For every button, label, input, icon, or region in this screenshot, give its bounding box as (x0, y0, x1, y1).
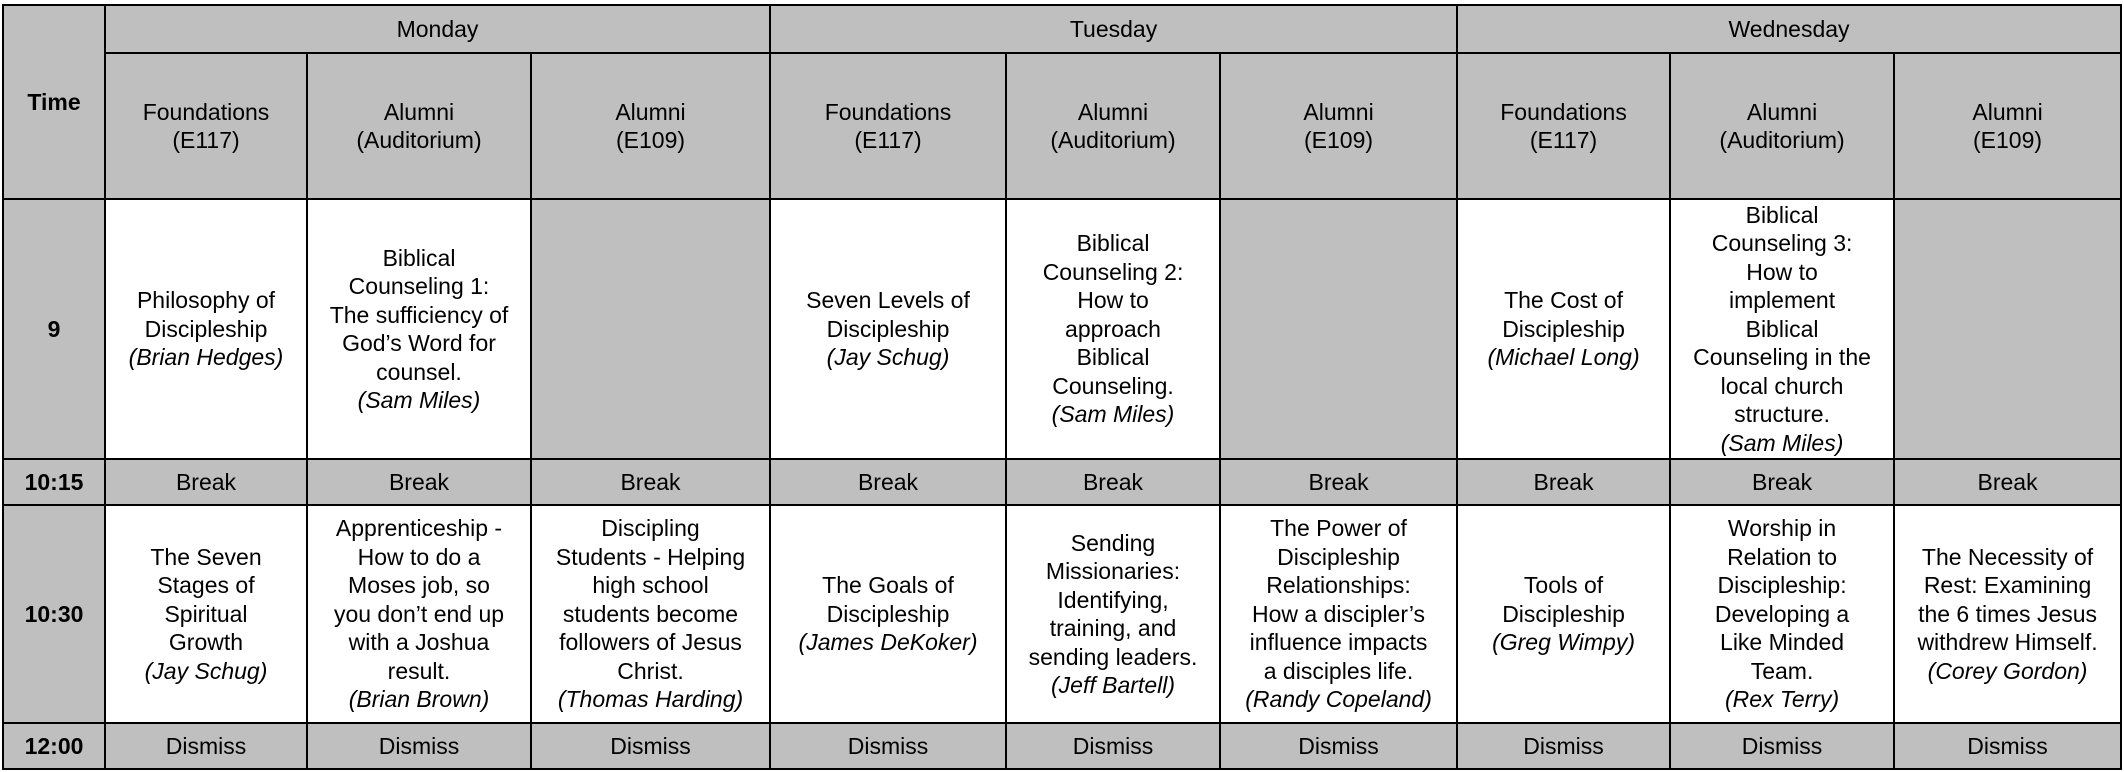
session-cell (307, 199, 531, 459)
session-title-line: How to (1746, 258, 1818, 285)
session-title-line: Discipling (601, 515, 700, 542)
session-cell (1006, 199, 1220, 459)
session-title-line: The Necessity of (1921, 543, 2094, 570)
break-cell: Break (770, 459, 1006, 505)
dismiss-cell: Dismiss (1670, 723, 1894, 769)
session-title-line: Worship in (1727, 515, 1837, 542)
session-title-line: How a discipler’s (1252, 600, 1426, 627)
session-row (3, 505, 2121, 723)
room-number: (E117) (1529, 127, 1598, 153)
session-cell (105, 199, 307, 459)
session-speaker: (Sam Miles) (1051, 401, 1175, 428)
session-cell (1457, 199, 1670, 459)
room-header-cell (1006, 53, 1220, 199)
session-speaker: (Randy Copeland) (1245, 686, 1432, 713)
session-title-line: The Cost of (1504, 287, 1623, 314)
session-title-line: result. (387, 657, 451, 684)
day-header-wednesday: Wednesday (1457, 5, 2121, 53)
session-speaker: (Jeff Bartell) (1051, 672, 1175, 698)
session-title-line: Spiritual (164, 600, 248, 627)
session-title-line: The sufficiency of (329, 301, 509, 328)
session-title-line: Growth (168, 629, 244, 656)
room-name: Foundations (1500, 98, 1627, 125)
session-title-line: sending leaders. (1028, 643, 1198, 670)
break-row (3, 459, 2121, 505)
session-title-line: Counseling. (1052, 372, 1174, 399)
session-cell (1006, 505, 1220, 723)
dismiss-cell: Dismiss (1220, 723, 1457, 769)
dismiss-cell: Dismiss (1894, 723, 2121, 769)
session-title-line: implement (1728, 287, 1836, 314)
dismiss-cell: Dismiss (1006, 723, 1220, 769)
session-title-line: followers of Jesus (559, 629, 742, 656)
session-speaker: (Jay Schug) (826, 344, 950, 371)
room-header-cell (1894, 53, 2121, 199)
session-title-line: students become (562, 600, 739, 627)
conference-schedule-table (2, 4, 2122, 770)
session-cell (1670, 199, 1894, 459)
session-title-line: How to (1077, 287, 1149, 314)
session-cell (307, 505, 531, 723)
session-title-line: Biblical (1745, 201, 1819, 228)
room-header-cell (307, 53, 531, 199)
session-title-line: high school (592, 572, 709, 599)
break-cell: Break (1220, 459, 1457, 505)
session-title-line: Christ. (617, 657, 684, 684)
room-number: (E117) (172, 127, 240, 153)
session-title-line: Discipleship (1502, 600, 1625, 627)
session-title-line: Identifying, (1057, 586, 1169, 613)
session-cell (1894, 505, 2121, 723)
empty-session-cell (531, 199, 770, 459)
session-title-line: Biblical (1076, 344, 1150, 371)
session-title-line: Stages of (157, 572, 255, 599)
session-cell (1670, 505, 1894, 723)
room-name: Alumni (615, 98, 686, 125)
session-cell (105, 505, 307, 723)
session-title-line: Counseling 2: (1042, 258, 1184, 285)
session-cell (770, 199, 1006, 459)
session-title-line: Discipleship (1502, 315, 1625, 342)
session-title-line: Discipleship (826, 315, 950, 342)
room-header-cell (1457, 53, 1670, 199)
room-header-cell (531, 53, 770, 199)
session-speaker: (Corey Gordon) (1927, 657, 2088, 684)
room-name: Alumni (1746, 98, 1818, 125)
session-title-line: The Seven (150, 543, 262, 570)
session-title-line: Counseling 1: (348, 273, 490, 299)
room-header-cell (1220, 53, 1457, 199)
session-cell (531, 505, 770, 723)
session-title-line: Counseling 3: (1711, 230, 1853, 257)
session-cell (770, 505, 1006, 723)
session-title-line: training, and (1049, 615, 1177, 641)
break-cell: Break (1457, 459, 1670, 505)
session-title-line: Moses job, so (348, 572, 490, 599)
session-speaker: (Michael Long) (1487, 344, 1640, 371)
break-cell: Break (105, 459, 307, 505)
day-header-tuesday: Tuesday (770, 5, 1457, 53)
session-title-line: Developing a (1714, 600, 1850, 627)
session-title-line: Discipleship (826, 600, 950, 627)
break-cell: Break (1894, 459, 2121, 505)
session-speaker: (Rex Terry) (1724, 686, 1840, 713)
session-title-line: The Goals of (822, 572, 954, 599)
dismiss-cell: Dismiss (531, 723, 770, 769)
session-speaker: (Brian Hedges) (128, 344, 284, 371)
break-row (3, 723, 2121, 769)
time-cell: 12:00 (3, 723, 105, 769)
session-cell (1220, 505, 1457, 723)
break-cell: Break (307, 459, 531, 505)
session-title-line: Counseling in the (1693, 344, 1871, 371)
session-title-line: counsel. (376, 358, 462, 385)
schedule-body (3, 5, 2121, 769)
empty-session-cell (1220, 199, 1457, 459)
session-title-line: Missionaries: (1045, 558, 1181, 584)
room-header-cell (770, 53, 1006, 199)
day-header-row (3, 5, 2121, 53)
room-number: (Auditorium) (1719, 127, 1845, 153)
dismiss-cell: Dismiss (770, 723, 1006, 769)
room-number: (Auditorium) (1050, 127, 1176, 153)
session-title-line: Team. (1750, 657, 1814, 684)
session-speaker: (Sam Miles) (357, 387, 481, 413)
room-header-cell (1670, 53, 1894, 199)
session-title-line: structure. (1734, 401, 1830, 428)
session-cell (1457, 505, 1670, 723)
room-number: (Auditorium) (356, 127, 482, 153)
session-title-line: Discipleship: (1717, 572, 1847, 599)
empty-session-cell (1894, 199, 2121, 459)
session-title-line: Relationships: (1266, 572, 1411, 599)
session-title-line: God’s Word for (342, 330, 496, 356)
room-name: Alumni (1972, 98, 2043, 125)
time-cell: 10:15 (3, 459, 105, 505)
break-cell: Break (1670, 459, 1894, 505)
session-title-line: Biblical (1745, 315, 1819, 342)
session-title-line: Like Minded (1720, 629, 1845, 656)
room-header-row (3, 53, 2121, 199)
session-title-line: Discipleship (1277, 543, 1400, 570)
session-title-line: Relation to (1727, 543, 1838, 570)
session-speaker: (Thomas Harding) (557, 686, 744, 713)
time-column-header: Time (3, 5, 105, 199)
session-title-line: local church (1720, 372, 1844, 399)
break-cell: Break (1006, 459, 1220, 505)
room-number: (E117) (854, 127, 922, 153)
session-title-line: the 6 times Jesus (1918, 600, 2098, 627)
session-title-line: withdrew Himself. (1917, 629, 2098, 656)
room-number: (E109) (615, 127, 686, 153)
time-cell: 10:30 (3, 505, 105, 723)
break-cell: Break (531, 459, 770, 505)
session-title-line: Apprenticeship - (335, 515, 503, 542)
session-title-line: Discipleship (144, 315, 268, 342)
session-title-line: approach (1065, 315, 1161, 342)
time-cell: 9 (3, 199, 105, 459)
session-title-line: Biblical (1076, 230, 1150, 257)
session-title-line: a disciples life. (1263, 657, 1414, 684)
dismiss-cell: Dismiss (105, 723, 307, 769)
session-title-line: Biblical (382, 244, 456, 271)
day-header-monday: Monday (105, 5, 770, 53)
session-speaker: (Brian Brown) (348, 686, 490, 713)
session-speaker: (Sam Miles) (1720, 429, 1844, 456)
session-speaker: (James DeKoker) (798, 629, 978, 656)
room-number: (E109) (1973, 127, 2043, 153)
room-name: Alumni (1303, 98, 1374, 125)
dismiss-cell: Dismiss (1457, 723, 1670, 769)
session-title-line: How to do a (357, 543, 481, 570)
session-title-line: Seven Levels of (806, 287, 970, 314)
room-name: Foundations (824, 98, 952, 125)
room-name: Alumni (383, 98, 455, 125)
room-name: Alumni (1077, 98, 1149, 125)
session-speaker: (Greg Wimpy) (1492, 629, 1635, 656)
dismiss-cell: Dismiss (307, 723, 531, 769)
session-title-line: The Power of (1270, 515, 1407, 542)
session-title-line: Students - Helping (555, 543, 746, 570)
session-title-line: Sending (1070, 529, 1156, 556)
session-title-line: you don’t end up (333, 600, 505, 627)
session-title-line: Rest: Examining (1923, 572, 2092, 599)
session-speaker: (Jay Schug) (144, 657, 268, 684)
room-header-cell (105, 53, 307, 199)
session-row (3, 199, 2121, 459)
room-name: Foundations (142, 98, 270, 125)
session-title-line: Philosophy of (136, 287, 276, 314)
session-title-line: with a Joshua (348, 629, 490, 656)
session-title-line: Tools of (1523, 572, 1604, 599)
room-number: (E109) (1304, 127, 1374, 153)
session-title-line: influence impacts (1249, 629, 1428, 656)
